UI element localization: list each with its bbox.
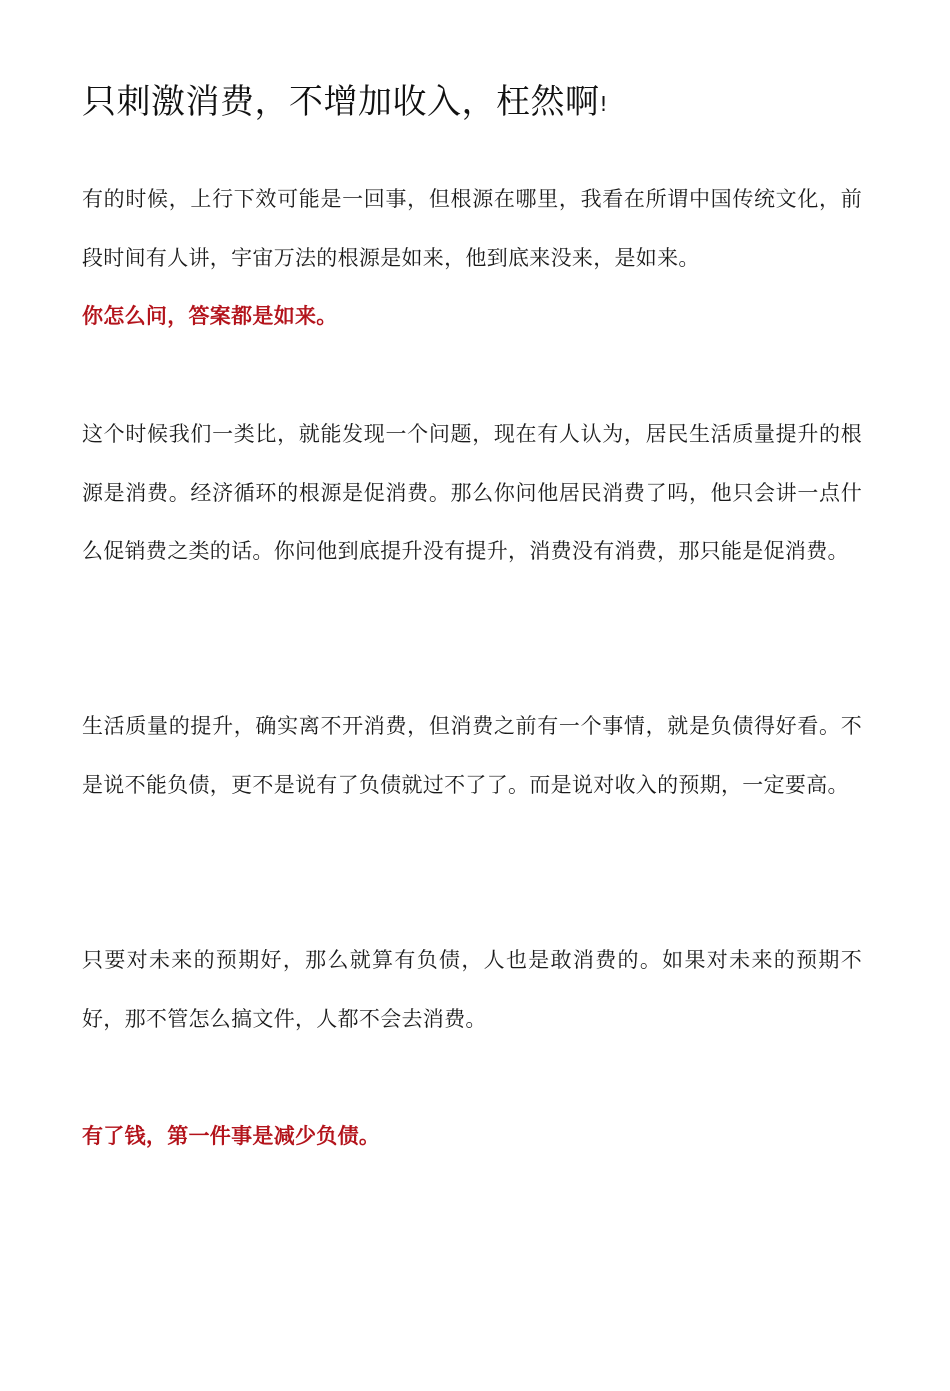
paragraph-1-emphasis: 你怎么问，答案都是如来。 — [82, 304, 338, 328]
paragraph-2-text: 这个时候我们一类比，就能发现一个问题，现在有人认为，居民生活质量提升的根源是消费。经济循环的根源是促消费。那么你问他居民消费了吗，他只会讲一点什么促销费之类的话。你问他到底提升没有提升，消费没有消费，那只能是促消费。 — [82, 422, 862, 563]
title-text: 只刺激消费，不增加收入，枉然啊 — [82, 82, 600, 122]
paragraph-5-emphasis: 有了钱，第一件事是减少负债。 — [82, 1124, 381, 1148]
paragraph-1-text: 有的时候，上行下效可能是一回事，但根源在哪里，我看在所谓中国传统文化，前段时间有人讲，宇宙万法的根源是如来，他到底来没来，是如来。 — [82, 187, 862, 270]
paragraph-3 — [82, 697, 862, 814]
paragraph-2 — [82, 405, 862, 581]
article-title — [82, 74, 608, 123]
paragraph-4 — [82, 931, 862, 1048]
paragraph-1 — [82, 170, 862, 346]
paragraph-5 — [82, 1107, 862, 1166]
title-exclamation: ! — [599, 92, 609, 116]
paragraph-3-text: 生活质量的提升，确实离不开消费，但消费之前有一个事情，就是负债得好看。不是说不能负债，更不是说有了负债就过不了了。而是说对收入的预期，一定要高。 — [82, 714, 862, 797]
paragraph-4-text: 只要对未来的预期好，那么就算有负债，人也是敢消费的。如果对未来的预期不好，那不管怎么搞文件，人都不会去消费。 — [82, 948, 862, 1031]
